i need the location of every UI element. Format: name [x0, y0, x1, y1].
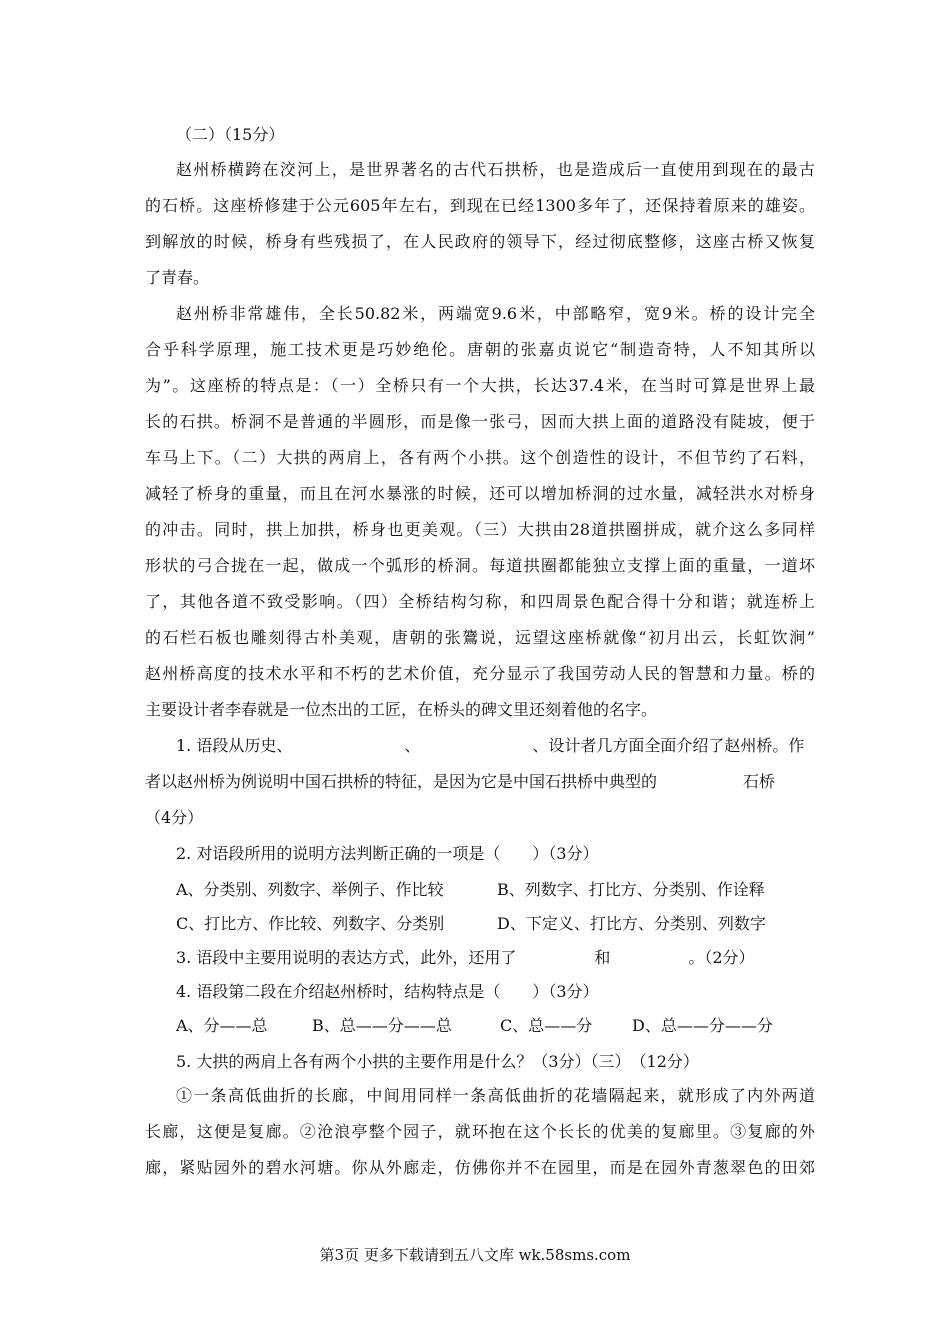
paragraph-1-line: 到解放的时候，桥身有些残损了，在人民政府的领导下，经过彻底整修，这座古桥又恢复 — [145, 232, 815, 251]
question-3-text: 和 — [594, 948, 611, 967]
paragraph-2-line: 主要设计者李春就是一位杰出的工匠，在桥头的碑文里还刻着他的名字。 — [145, 700, 658, 719]
question-1-separator: 、 — [404, 736, 421, 755]
paragraph-2-line: 合乎科学原理，施工技术更是巧妙绝伦。唐朝的张嘉贞说它“制造奇特，人不知其所以 — [145, 340, 815, 359]
paragraph-3-line: 廊，紧贴园外的碧水河塘。你从外廊走，仿佛你并不在园里，而是在园外青葱翠色的田郊 — [145, 1158, 815, 1177]
paragraph-2-line: 长的石拱。桥洞不是普通的半圆形，而是像一张弓，因而大拱上面的道路没有陡坡，便于 — [145, 412, 815, 431]
paragraph-1-line: 的石桥。这座桥修建于公元605年左右，到现在已经1300多年了，还保持着原来的雄姿。 — [145, 196, 815, 215]
question-4-option-a[interactable]: A、分——总 — [176, 1016, 268, 1035]
paragraph-2-line: 形状的弓合拢在一起，做成一个弧形的桥洞。每道拱圈都能独立支撑上面的重量，一道坏 — [145, 556, 815, 575]
question-4-option-d[interactable]: D、总——分——分 — [632, 1016, 773, 1035]
question-2-option-d[interactable]: D、下定义、打比方、分类别、列数字 — [497, 914, 766, 933]
question-2-stem: 2. 对语段所用的说明方法判断正确的一项是（ ）（3分） — [176, 844, 599, 863]
question-3-text: 。（2分） — [688, 948, 755, 967]
paragraph-2-line: 赵州桥高度的技术水平和不朽的艺术价值，充分显示了我国劳动人民的智慧和力量。桥的 — [145, 664, 815, 683]
question-3-text: 3. 语段中主要用说明的表达方式，此外，还用了 — [176, 948, 517, 967]
paragraph-1-line: 赵州桥横跨在洨河上，是世界著名的古代石拱桥，也是造成后一直使用到现在的最古 — [176, 160, 815, 179]
page-footer: 第3页 更多下载请到五八文库 wk.58sms.com — [319, 1246, 631, 1264]
question-1-text: 、设计者几方面全面介绍了赵州桥。作 — [532, 736, 805, 755]
question-1 — [176, 736, 815, 756]
section-header: （二）（15分） — [176, 125, 285, 144]
question-3 — [176, 948, 815, 968]
paragraph-3-line: ①一条高低曲折的长廊，中间用同样一条高低曲折的花墙隔起来，就形成了内外两道 — [176, 1086, 815, 1105]
paragraph-2-line: 减轻了桥身的重量，而且在河水暴涨的时候，还可以增加桥洞的过水量，减轻洪水对桥身 — [145, 484, 815, 503]
question-2-option-b[interactable]: B、列数字、打比方、分类别、作诠释 — [497, 880, 765, 899]
question-4-option-c[interactable]: C、总——分 — [500, 1016, 593, 1035]
question-2-option-c[interactable]: C、打比方、作比较、列数字、分类别 — [176, 914, 445, 933]
question-1-score: （4分） — [145, 808, 204, 827]
question-5-stem: 5. 大拱的两肩上各有两个小拱的主要作用是什么？（3分）（三） （12分） — [176, 1052, 699, 1071]
question-1-text: 1. 语段从历史、 — [176, 736, 293, 755]
paragraph-3-line: 长廊，这便是复廊。②沧浪亭整个园子，就环抱在这个长长的优美的复廊里。③复廊的外 — [145, 1122, 815, 1141]
paragraph-2-line: 赵州桥非常雄伟，全长50.82米，两端宽9.6米，中部略窄，宽9米。桥的设计完全 — [176, 304, 815, 323]
paragraph-2-line: 为”。这座桥的特点是：（一）全桥只有一个大拱，长达37.4米，在当时可算是世界上最 — [145, 376, 815, 395]
question-1-line-2 — [145, 772, 815, 792]
question-1-text: 者以赵州桥为例说明中国石拱桥的特征，是因为它是中国石拱桥中典型的 — [145, 772, 658, 791]
paragraph-2-line: 车马上下。（二）大拱的两肩上，各有两个小拱。这个创造性的设计，不但节约了石料， — [145, 448, 815, 467]
paragraph-1-line: 了青春。 — [145, 268, 210, 287]
paragraph-2-line: 的冲击。同时，拱上加拱，桥身也更美观。（三）大拱由28道拱圈拼成，就介这么多同样 — [145, 520, 815, 539]
question-4-stem: 4. 语段第二段在介绍赵州桥时，结构特点是（ ）（3分） — [176, 982, 599, 1001]
paragraph-2-line: 了，其他各道不致受影响。（四）全桥结构匀称，和四周景色配合得十分和谐；就连桥上 — [145, 592, 815, 611]
question-2-option-a[interactable]: A、分类别、列数字、举例子、作比较 — [176, 880, 444, 899]
paragraph-2-line: 的石栏石板也雕刻得古朴美观，唐朝的张鷟说，远望这座桥就像“初月出云，长虹饮涧” — [145, 628, 815, 647]
question-1-text: 石桥 — [743, 772, 776, 791]
question-4-option-b[interactable]: B、总——分——总 — [312, 1016, 452, 1035]
